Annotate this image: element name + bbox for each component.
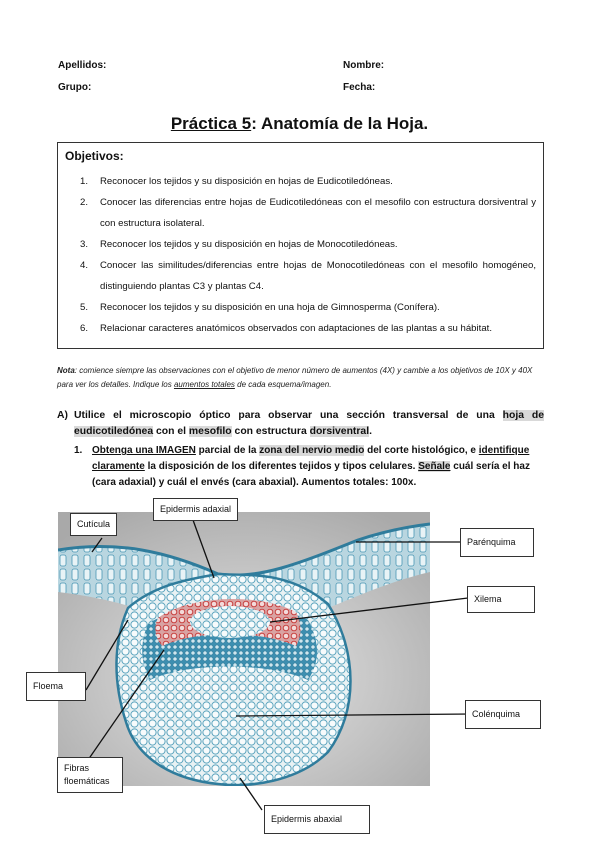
objective-text: Conocer las similitudes/diferencias entre hojas de Monocotiledóneas con el mesofilo homogéneo, distinguiendo plantas C3 y plantas C4. <box>100 260 536 292</box>
q1-text-3: la disposición de los diferentes tejidos y tipos celulares. <box>144 461 419 472</box>
objective-number: 5. <box>80 302 89 313</box>
label-phloem-fibers-line1: Fibras <box>64 763 90 773</box>
label-adaxial-epidermis: Epidermis adaxial <box>153 498 238 521</box>
objective-item <box>80 297 536 318</box>
note-text-b: de cada esquema/imagen. <box>234 380 332 389</box>
question-a-letter: A) <box>57 410 68 421</box>
qa-highlight-mesophyll: mesofilo <box>188 426 232 437</box>
objectives-box <box>57 142 544 349</box>
label-phloem-fibers-line2: floemáticas <box>64 776 110 786</box>
label-phloem-fibers <box>57 757 123 793</box>
label-cuticle: Cutícula <box>70 513 117 536</box>
objective-text: Reconocer los tejidos y su disposición en hojas de Eudicotiledóneas. <box>100 176 393 187</box>
date-label: Fecha: <box>343 82 376 93</box>
objective-item <box>80 255 536 297</box>
q1-underline-identify: identifique claramente <box>92 445 530 472</box>
q1-text-4: cuál sería el haz (cara adaxial) y cuál el envés (cara abaxial). Aumentos totales: 100x. <box>92 461 530 488</box>
note-paragraph <box>57 364 544 392</box>
qa-highlight-leaf: hoja de eudicotiledónea <box>74 410 544 437</box>
page-title <box>0 114 599 134</box>
question-1 <box>74 443 544 491</box>
objective-item <box>80 234 536 255</box>
objective-number: 2. <box>80 197 89 208</box>
q1-highlight-midrib: zona del nervio medio <box>259 445 365 456</box>
objective-text: Conocer las diferencias entre hojas de Eudicotiledóneas con el mesofilo con estructura dorsiventral y con estructura isolateral. <box>100 197 536 229</box>
objective-number: 6. <box>80 323 89 334</box>
objective-text: Reconocer los tejidos y su disposición en una hoja de Gimnosperma (Conífera). <box>100 302 440 313</box>
objective-item <box>80 318 536 339</box>
note-text-a: : comience siempre las observaciones con el objetivo de menor número de aumentos (4X) y cambie a los objetivos de 10X y 40X para ver los detalles. Indique los <box>57 366 533 389</box>
note-underlined: aumentos totales <box>173 380 235 389</box>
objective-number: 3. <box>80 239 89 250</box>
question-1-number: 1. <box>74 445 83 456</box>
label-parenchyma: Parénquima <box>460 528 534 557</box>
name-label: Nombre: <box>343 60 385 71</box>
objective-item <box>80 192 536 234</box>
label-phloem: Floema <box>26 672 86 701</box>
qa-highlight-dorsiventral: dorsiventral <box>309 426 370 437</box>
objectives-heading: Objetivos: <box>65 149 124 163</box>
note-label: Nota <box>57 366 75 375</box>
objective-number: 1. <box>80 176 89 187</box>
q1-text-2: del corte histológico, e <box>364 445 479 456</box>
label-abaxial-epidermis: Epidermis abaxial <box>264 805 370 834</box>
title-text: : Anatomía de la Hoja. <box>251 114 429 133</box>
qa-text-4: . <box>369 426 372 437</box>
objective-text: Relacionar caracteres anatómicos observados con adaptaciones de las plantas a su hábitat. <box>100 323 492 334</box>
label-xylem: Xilema <box>467 586 535 613</box>
objective-item <box>80 171 536 192</box>
surname-label: Apellidos: <box>58 60 107 71</box>
objectives-list <box>80 171 536 339</box>
q1-text-1: parcial de la <box>195 445 260 456</box>
objective-number: 4. <box>80 260 89 271</box>
leaf-cross-section-image <box>58 512 430 786</box>
q1-underline-image: Obtenga una IMAGEN <box>92 445 196 456</box>
leaf-micrograph <box>58 512 430 786</box>
qa-text-3: con estructura <box>231 426 310 437</box>
title-practice-number: Práctica 5 <box>170 114 252 133</box>
qa-text-1: Utilice el microscopio óptico para observar una sección transversal de una <box>74 410 503 421</box>
objective-text: Reconocer los tejidos y su disposición en hojas de Monocotiledóneas. <box>100 239 398 250</box>
group-label: Grupo: <box>58 82 92 93</box>
label-collenchyma: Colénquima <box>465 700 541 729</box>
question-a <box>57 408 544 440</box>
q1-underline-indicate: Señale <box>418 461 451 472</box>
qa-text-2: con el <box>153 426 189 437</box>
